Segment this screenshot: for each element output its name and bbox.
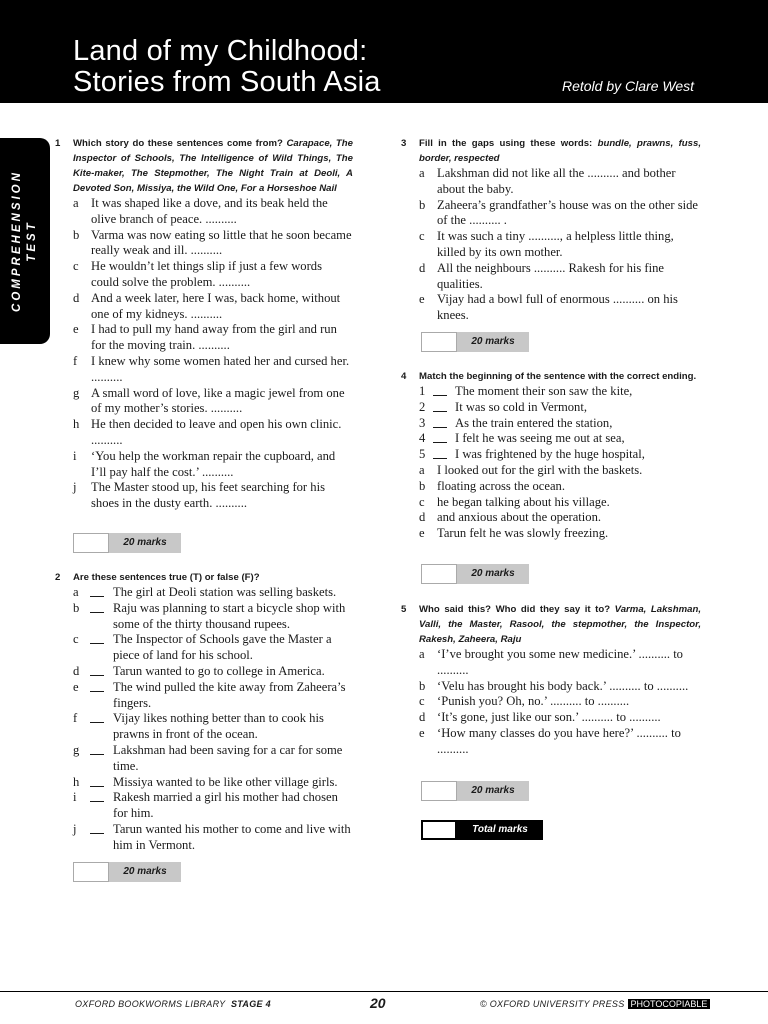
answer-blank[interactable] <box>90 743 113 775</box>
marks-input-box[interactable] <box>73 533 109 553</box>
item-text: Lakshman had been saving for a car for some time. <box>113 742 343 773</box>
answer-row <box>419 384 701 400</box>
item-text: Raju was planning to start a bicycle shop with some of the thirty thousand rupees. <box>113 600 346 631</box>
question-number: 2 <box>55 572 61 583</box>
item-label: d <box>73 290 80 305</box>
item-text: It was such a tiny .........., a helpless little thing, killed by its own mother. <box>437 229 674 259</box>
question-5-header <box>401 602 701 647</box>
title-line-2: Stories from South Asia <box>73 66 381 98</box>
item-label: e <box>73 322 79 337</box>
item-label: a <box>419 462 425 477</box>
item-text: I had to pull my hand away from the girl and run for the moving train. .......... <box>91 322 337 353</box>
question-number: 4 <box>401 371 407 382</box>
footer-library <box>75 999 271 1009</box>
item-label: i <box>73 448 77 463</box>
item-text: The wind pulled the kite away from Zaheera’s fingers. <box>113 679 346 710</box>
item-label: b <box>419 678 426 693</box>
item-label: e <box>73 679 79 694</box>
item-text: He then decided to leave and open his own clinic. .......... <box>91 417 342 447</box>
item-label: i <box>73 790 77 805</box>
item-text: ‘Velu has brought his body back.’ .......... to .......... <box>437 678 689 693</box>
item-text: The Inspector of Schools gave the Master a piece of land for his school. <box>113 632 332 663</box>
item-text: It was shaped like a dove, and its beak held the olive branch of peace. .......... <box>91 196 328 226</box>
item-label: c <box>419 494 425 509</box>
footer-divider <box>0 991 768 992</box>
item-text: Varma was now eating so little that he soon became really weak and ill. .......... <box>91 227 352 258</box>
list-item <box>73 322 353 354</box>
question-prompt: Are these sentences true (T) or false (F)? <box>73 572 260 583</box>
item-label: d <box>419 510 426 525</box>
list-item <box>73 417 353 449</box>
item-label: a <box>419 647 425 661</box>
item-text: I knew why some women hated her and cursed her. .......... <box>91 353 350 384</box>
item-label: e <box>419 526 425 541</box>
item-label: a <box>73 196 79 210</box>
question-3 <box>401 136 701 324</box>
question-prompt: Match the beginning of the sentence with the correct ending. <box>419 371 697 382</box>
item-text: I looked out for the girl with the baskets. <box>437 462 643 477</box>
item-text: Tarun felt he was slowly freezing. <box>437 526 609 541</box>
answer-blank[interactable] <box>433 447 455 463</box>
answer-blank[interactable] <box>433 416 455 432</box>
byline: Retold by Clare West <box>561 78 694 94</box>
q2-marks-box <box>73 862 181 882</box>
item-text: Tarun wanted his mother to come and live with him in Vermont. <box>113 821 351 852</box>
item-text: Tarun wanted to go to college in America. <box>113 663 325 678</box>
item-text: Vijay had a bowl full of enormous .......... on his knees. <box>437 292 678 323</box>
press-name: © OXFORD UNIVERSITY PRESS <box>480 999 625 1009</box>
item-text: A small word of love, like a magic jewel from one of my mother’s stories. .......... <box>91 385 345 416</box>
q1-marks-box <box>73 533 181 553</box>
answer-row <box>73 585 353 601</box>
item-label: 1 <box>419 384 426 398</box>
photocopiable-badge: PHOTOCOPIABLE <box>628 999 711 1009</box>
item-text: I felt he was seeing me out at sea, <box>455 431 625 446</box>
list-item <box>419 526 701 542</box>
item-text: Lakshman did not like all the .......... and bother about the baby. <box>437 166 676 196</box>
sentence-endings <box>419 463 701 542</box>
marks-input-box[interactable] <box>421 781 457 801</box>
item-label: c <box>73 259 79 274</box>
item-text: ‘How many classes do you have here?’ .......... to .......... <box>437 725 681 756</box>
answer-blank[interactable] <box>433 384 455 400</box>
answer-row <box>73 632 353 664</box>
list-item <box>73 291 353 323</box>
title-line-1: Land of my Childhood: <box>73 35 368 67</box>
list-item <box>419 647 701 679</box>
item-text: The girl at Deoli station was selling baskets. <box>113 585 337 599</box>
item-label: a <box>419 166 425 180</box>
character-list: Varma, Lakshman, Valli, the Master, Rasool, the stepmother, the Inspector, Rakesh, Zaheera, Raju <box>419 604 701 645</box>
answer-blank[interactable] <box>90 775 113 791</box>
list-item <box>73 196 353 228</box>
item-text: ‘Punish you? Oh, no.’ .......... to .......... <box>437 694 630 709</box>
question-5-items <box>419 647 701 758</box>
question-1-items <box>73 196 353 512</box>
item-label: b <box>73 227 80 242</box>
list-item <box>73 354 353 386</box>
answer-row <box>73 743 353 775</box>
question-5 <box>401 602 701 758</box>
item-text: ‘I’ve brought you some new medicine.’ .......... to .......... <box>437 647 683 677</box>
item-label: h <box>73 417 80 432</box>
answer-row <box>419 431 701 447</box>
answer-row <box>419 447 701 463</box>
item-text: Missiya wanted to be like other village girls. <box>113 774 338 789</box>
list-item <box>419 726 701 758</box>
list-item <box>73 449 353 481</box>
question-number: 3 <box>401 138 407 149</box>
item-label: b <box>73 600 80 615</box>
word-list: bundle, prawns, fuss, border, respected <box>419 138 702 164</box>
list-item <box>73 386 353 418</box>
item-label: d <box>419 260 426 275</box>
item-label: e <box>419 725 425 740</box>
item-text: Vijay likes nothing better than to cook his prawns in front of the ocean. <box>113 711 324 742</box>
item-text: floating across the ocean. <box>437 478 565 493</box>
side-tab-line-1: COMPREHENSION <box>11 170 23 312</box>
item-label: d <box>73 663 80 678</box>
question-prompt: Which story do these sentences come from? <box>73 138 283 149</box>
list-item <box>419 198 701 230</box>
item-text: The Master stood up, his feet searching for his shoes in the dusty earth. .......... <box>91 480 325 511</box>
list-item <box>419 479 701 495</box>
list-item <box>419 292 701 324</box>
item-text: and anxious about the operation. <box>437 510 602 525</box>
answer-row <box>73 790 353 822</box>
marks-input-box[interactable] <box>421 564 457 584</box>
q3-marks-box <box>421 332 529 352</box>
question-number: 5 <box>401 604 407 615</box>
total-marks-input-box[interactable] <box>421 820 457 840</box>
answer-blank[interactable] <box>90 822 113 854</box>
item-text: And a week later, here I was, back home, without one of my kidneys. .......... <box>91 290 341 321</box>
question-3-header <box>401 136 701 166</box>
list-item <box>419 694 701 710</box>
item-label: c <box>73 632 79 647</box>
question-2 <box>55 570 353 854</box>
book-title <box>73 36 381 98</box>
item-text: It was so cold in Vermont, <box>455 399 587 414</box>
list-item <box>419 510 701 526</box>
item-text: He wouldn’t let things slip if just a few words could solve the problem. .......... <box>91 259 322 289</box>
answer-row <box>419 400 701 416</box>
item-text: ‘It’s gone, just like our son.’ .......... to .......... <box>437 710 661 725</box>
list-item <box>73 228 353 260</box>
question-3-items <box>419 166 701 324</box>
q5-marks-box <box>421 781 529 801</box>
story-list: Carapace, The Inspector of Schools, The Intelligence of Wild Things, The Kite-maker, The Stepmother, The Night Train at Deoli, A Devoted Son, Missiya, the Wild One, For a Horseshoe Nail <box>73 138 353 194</box>
item-label: a <box>73 585 79 599</box>
question-1-header <box>55 136 353 196</box>
page-header <box>0 0 768 103</box>
item-label: c <box>419 694 425 709</box>
item-text: I was frightened by the huge hospital, <box>455 447 645 462</box>
item-text: he began talking about his village. <box>437 494 610 509</box>
question-prompt: Who said this? Who did they say it to? <box>419 604 611 615</box>
item-text: All the neighbours .......... Rakesh for his fine qualities. <box>437 260 665 291</box>
page-number: 20 <box>370 995 386 1011</box>
item-label: j <box>73 480 77 495</box>
marks-label: 20 marks <box>457 781 529 801</box>
list-item <box>73 259 353 291</box>
answer-blank[interactable] <box>90 585 113 601</box>
list-item <box>419 261 701 293</box>
question-number: 1 <box>55 138 61 149</box>
item-label: c <box>419 229 425 244</box>
list-item <box>419 229 701 261</box>
answer-blank[interactable] <box>433 400 455 416</box>
answer-blank[interactable] <box>90 664 113 680</box>
item-label: b <box>419 197 426 212</box>
item-text: The moment their son saw the kite, <box>455 384 633 398</box>
list-item <box>419 495 701 511</box>
item-label: f <box>73 353 78 368</box>
answer-row <box>73 711 353 743</box>
item-text: Rakesh married a girl his mother had chosen for him. <box>113 790 338 821</box>
item-label: h <box>73 774 80 789</box>
marks-label: 20 marks <box>109 533 181 553</box>
item-label: g <box>73 742 80 757</box>
answer-blank[interactable] <box>90 632 113 664</box>
sentence-beginnings <box>419 384 701 463</box>
list-item <box>419 710 701 726</box>
question-prompt: Fill in the gaps using these words: <box>419 138 593 149</box>
total-marks-box <box>421 820 543 840</box>
marks-input-box[interactable] <box>73 862 109 882</box>
item-label: g <box>73 385 80 400</box>
answer-row <box>419 416 701 432</box>
item-text: ‘You help the workman repair the cupboard, and I’ll pay half the cost.’ .......... <box>91 448 336 479</box>
q4-marks-box <box>421 564 529 584</box>
item-label: 5 <box>419 447 426 462</box>
question-2-items <box>73 585 353 854</box>
answer-blank[interactable] <box>90 601 113 633</box>
item-label: d <box>419 710 426 725</box>
answer-row <box>73 601 353 633</box>
list-item <box>419 166 701 198</box>
item-label: f <box>73 711 78 726</box>
marks-label: 20 marks <box>109 862 181 882</box>
item-text: Zaheera’s grandfather’s house was on the other side of the .......... . <box>437 197 698 228</box>
footer-press <box>480 999 710 1009</box>
item-label: 3 <box>419 415 426 430</box>
marks-label: 20 marks <box>457 564 529 584</box>
answer-row <box>73 775 353 791</box>
item-label: j <box>73 821 77 836</box>
item-label: 4 <box>419 431 426 446</box>
list-item <box>419 679 701 695</box>
list-item <box>73 480 353 512</box>
item-text: As the train entered the station, <box>455 415 613 430</box>
question-1 <box>55 136 353 512</box>
side-tab-line-2: TEST <box>26 220 38 262</box>
answer-row <box>73 664 353 680</box>
item-label: 2 <box>419 399 426 414</box>
library-name: OXFORD BOOKWORMS LIBRARY <box>75 999 226 1009</box>
marks-label: 20 marks <box>457 332 529 352</box>
answer-row <box>73 680 353 712</box>
item-label: e <box>419 292 425 307</box>
list-item <box>419 463 701 479</box>
item-label: b <box>419 478 426 493</box>
comprehension-test-tab <box>0 138 50 344</box>
question-4-header <box>401 369 701 384</box>
question-4 <box>401 369 701 542</box>
stage-label: STAGE 4 <box>231 999 271 1009</box>
answer-blank[interactable] <box>90 711 113 743</box>
marks-input-box[interactable] <box>421 332 457 352</box>
answer-blank[interactable] <box>90 680 113 712</box>
question-2-header <box>55 570 353 585</box>
answer-blank[interactable] <box>433 431 455 447</box>
answer-blank[interactable] <box>90 790 113 822</box>
total-marks-label: Total marks <box>457 820 543 840</box>
answer-row <box>73 822 353 854</box>
